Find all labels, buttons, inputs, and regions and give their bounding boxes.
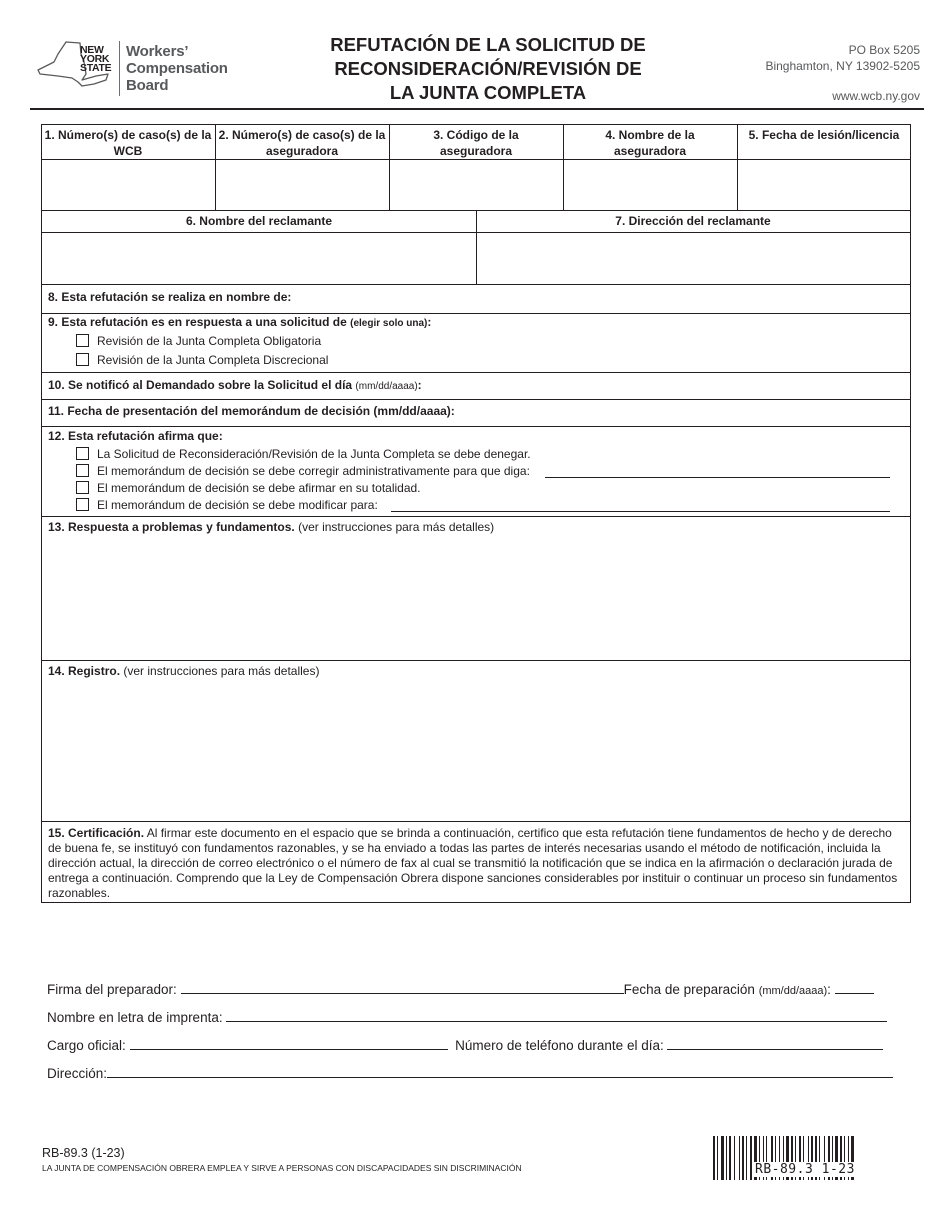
logo-divider <box>119 41 120 96</box>
daytime-phone-input[interactable] <box>667 1039 883 1050</box>
amend-memo-input[interactable] <box>545 477 890 478</box>
discretionary-review-label: Revisión de la Junta Completa Discrecional <box>97 353 329 367</box>
preparation-date-note: (mm/dd/aaaa) <box>758 985 828 997</box>
section-14-rule <box>41 821 911 822</box>
modify-memo-input[interactable] <box>391 511 890 512</box>
eeo-statement: LA JUNTA DE COMPENSACIÓN OBRERA EMPLEA Y SIRVE A PERSONAS CON DISCAPACIDADES SIN DISCRIMINACIÓN <box>42 1163 522 1173</box>
certification-text: Al firmar este documento en el espacio que se brinda a continuación, certifico que esta refutación tiene fundamentos de hecho y de derecho de buena fe, se instituyó con fundamentos razonables, y se ha enviado a todas las partes de interés necesarias usando el método de notificación, incluida la dirección actual, la dirección de correo electrónico o el número de fax al cual se transmitió la notificación que se indica en la afirmación o declaración jurada de entrega a continuación. Comprendo que la Ley de Compensación Obrera dispone sanciones considerables por instituir o continuar un proceso sin fundamentos razonables. <box>48 826 898 900</box>
claimant-address-field[interactable] <box>477 233 910 283</box>
response-textarea[interactable] <box>42 538 910 660</box>
form-number: RB-89.3 (1-23) <box>42 1146 125 1160</box>
section-14-label <box>48 664 319 679</box>
record-textarea[interactable] <box>42 682 910 820</box>
address-line-2: Binghamton, NY 13902-5205 <box>765 59 920 73</box>
form-title-line-3: LA JUNTA COMPLETA <box>389 82 587 103</box>
section-9-label <box>48 315 431 331</box>
preparation-date-input[interactable] <box>835 983 874 994</box>
wcb-case-number-field[interactable] <box>42 160 214 209</box>
section-14-note: (ver instrucciones para más detalles) <box>123 664 320 678</box>
section-9-colon: : <box>427 315 432 329</box>
official-title-input[interactable] <box>130 1039 448 1050</box>
section-11-rule <box>41 426 911 427</box>
preparer-address-label: Dirección: <box>47 1066 108 1081</box>
section-12-rule <box>41 516 911 517</box>
section-12-text: 12. Esta refutación afirma que: <box>48 429 223 443</box>
section-10-label <box>48 378 422 394</box>
preparation-date-colon: : <box>827 982 831 997</box>
preparation-date-label: Fecha de preparación <box>623 982 755 997</box>
deny-request-label: La Solicitud de Reconsideración/Revisión de la Junta Completa se debe denegar. <box>97 447 531 461</box>
logo-state-line-1: NEW <box>80 44 104 56</box>
address-row <box>47 1066 893 1082</box>
official-title-label: Cargo oficial: <box>47 1038 126 1053</box>
affirm-memo-label: El memorándum de decisión se debe afirmar en su totalidad. <box>97 481 421 495</box>
logo-state-line-2: YORK <box>80 53 110 65</box>
preparer-signature-input[interactable] <box>181 983 624 994</box>
claimant-name-field[interactable] <box>42 233 475 283</box>
signature-row <box>47 982 874 999</box>
section-10-note: (mm/dd/aaaa) <box>355 381 418 392</box>
header-claimant-address: 7. Dirección del reclamante <box>615 214 771 228</box>
carrier-name-field[interactable] <box>564 160 736 209</box>
logo-board-line-3: Board <box>126 77 169 94</box>
discretionary-review-checkbox[interactable] <box>76 353 89 366</box>
section-8-rule <box>41 313 911 314</box>
section-13-rule <box>41 660 911 661</box>
certification-label: 15. Certificación. <box>48 826 145 840</box>
section-9-rule <box>41 372 911 373</box>
carrier-code-field[interactable] <box>390 160 562 209</box>
preparer-signature-label: Firma del preparador: <box>47 982 177 997</box>
on-behalf-of-field[interactable] <box>302 286 908 311</box>
section-11-label <box>48 404 455 419</box>
section-8-text: 8. Esta refutación se realiza en nombre de: <box>48 290 292 304</box>
table2-bottom-rule <box>41 284 911 285</box>
certification-paragraph <box>48 826 904 901</box>
header-rule <box>30 108 924 110</box>
title-phone-row <box>47 1038 883 1054</box>
form-title-line-2: RECONSIDERACIÓN/REVISIÓN DE <box>334 58 642 79</box>
print-name-row <box>47 1010 887 1026</box>
print-name-label: Nombre en letra de imprenta: <box>47 1010 223 1025</box>
section-10-colon: : <box>417 378 422 392</box>
logo-state-line-3: STATE <box>80 62 112 74</box>
header-carrier-case-number: 2. Número(s) de caso(s) de la aseguradora <box>218 128 386 158</box>
section-13-label <box>48 520 494 535</box>
logo-board-line-1: Workers’ <box>126 43 189 60</box>
deny-request-checkbox[interactable] <box>76 447 89 460</box>
website-link[interactable]: www.wcb.ny.gov <box>832 89 920 103</box>
section-11-text: 11. Fecha de presentación del memorándum de decisión (mm/dd/aaaa): <box>48 404 455 418</box>
address-line-1: PO Box 5205 <box>848 43 920 57</box>
memo-filing-date-field[interactable] <box>472 401 908 425</box>
mandatory-review-checkbox[interactable] <box>76 334 89 347</box>
mandatory-review-label: Revisión de la Junta Completa Obligatoria <box>97 334 322 348</box>
barcode-text: RB-89.3 1-23 <box>755 1162 855 1177</box>
header-claimant-name: 6. Nombre del reclamante <box>185 214 333 228</box>
section-14-text: 14. Registro. <box>48 664 121 678</box>
modify-memo-checkbox[interactable] <box>76 498 89 511</box>
header-wcb-case-number: 1. Número(s) de caso(s) de la WCB <box>44 128 212 158</box>
section-9-note: (elegir solo una) <box>350 318 428 329</box>
affirm-memo-checkbox[interactable] <box>76 481 89 494</box>
section-8-label <box>48 290 291 305</box>
header-carrier-code: 3. Código de la aseguradora <box>433 128 519 158</box>
notified-date-field[interactable] <box>440 374 908 398</box>
section-13-text: 13. Respuesta a problemas y fundamentos. <box>48 520 295 534</box>
section-10-rule <box>41 399 911 400</box>
header-carrier-name: 4. Nombre de la aseguradora <box>605 128 695 158</box>
logo-board-line-2: Compensation <box>126 60 228 77</box>
carrier-case-number-field[interactable] <box>216 160 388 209</box>
amend-memo-checkbox[interactable] <box>76 464 89 477</box>
form-title-line-1: REFUTACIÓN DE LA SOLICITUD DE <box>330 34 646 55</box>
daytime-phone-label: Número de teléfono durante el día: <box>455 1038 664 1053</box>
header-injury-date: 5. Fecha de lesión/licencia <box>748 128 900 142</box>
section-13-note: (ver instrucciones para más detalles) <box>298 520 495 534</box>
section-9-text: 9. Esta refutación es en respuesta a una solicitud de <box>48 315 347 329</box>
print-name-input[interactable] <box>226 1011 887 1022</box>
modify-memo-label: El memorándum de decisión se debe modificar para: <box>97 498 378 512</box>
amend-memo-label: El memorándum de decisión se debe corregir administrativamente para que diga: <box>97 464 530 478</box>
preparer-address-input[interactable] <box>107 1067 893 1078</box>
section-10-text: 10. Se notificó al Demandado sobre la Solicitud el día <box>48 378 353 392</box>
injury-date-field[interactable] <box>738 160 910 209</box>
section-12-label <box>48 429 223 444</box>
